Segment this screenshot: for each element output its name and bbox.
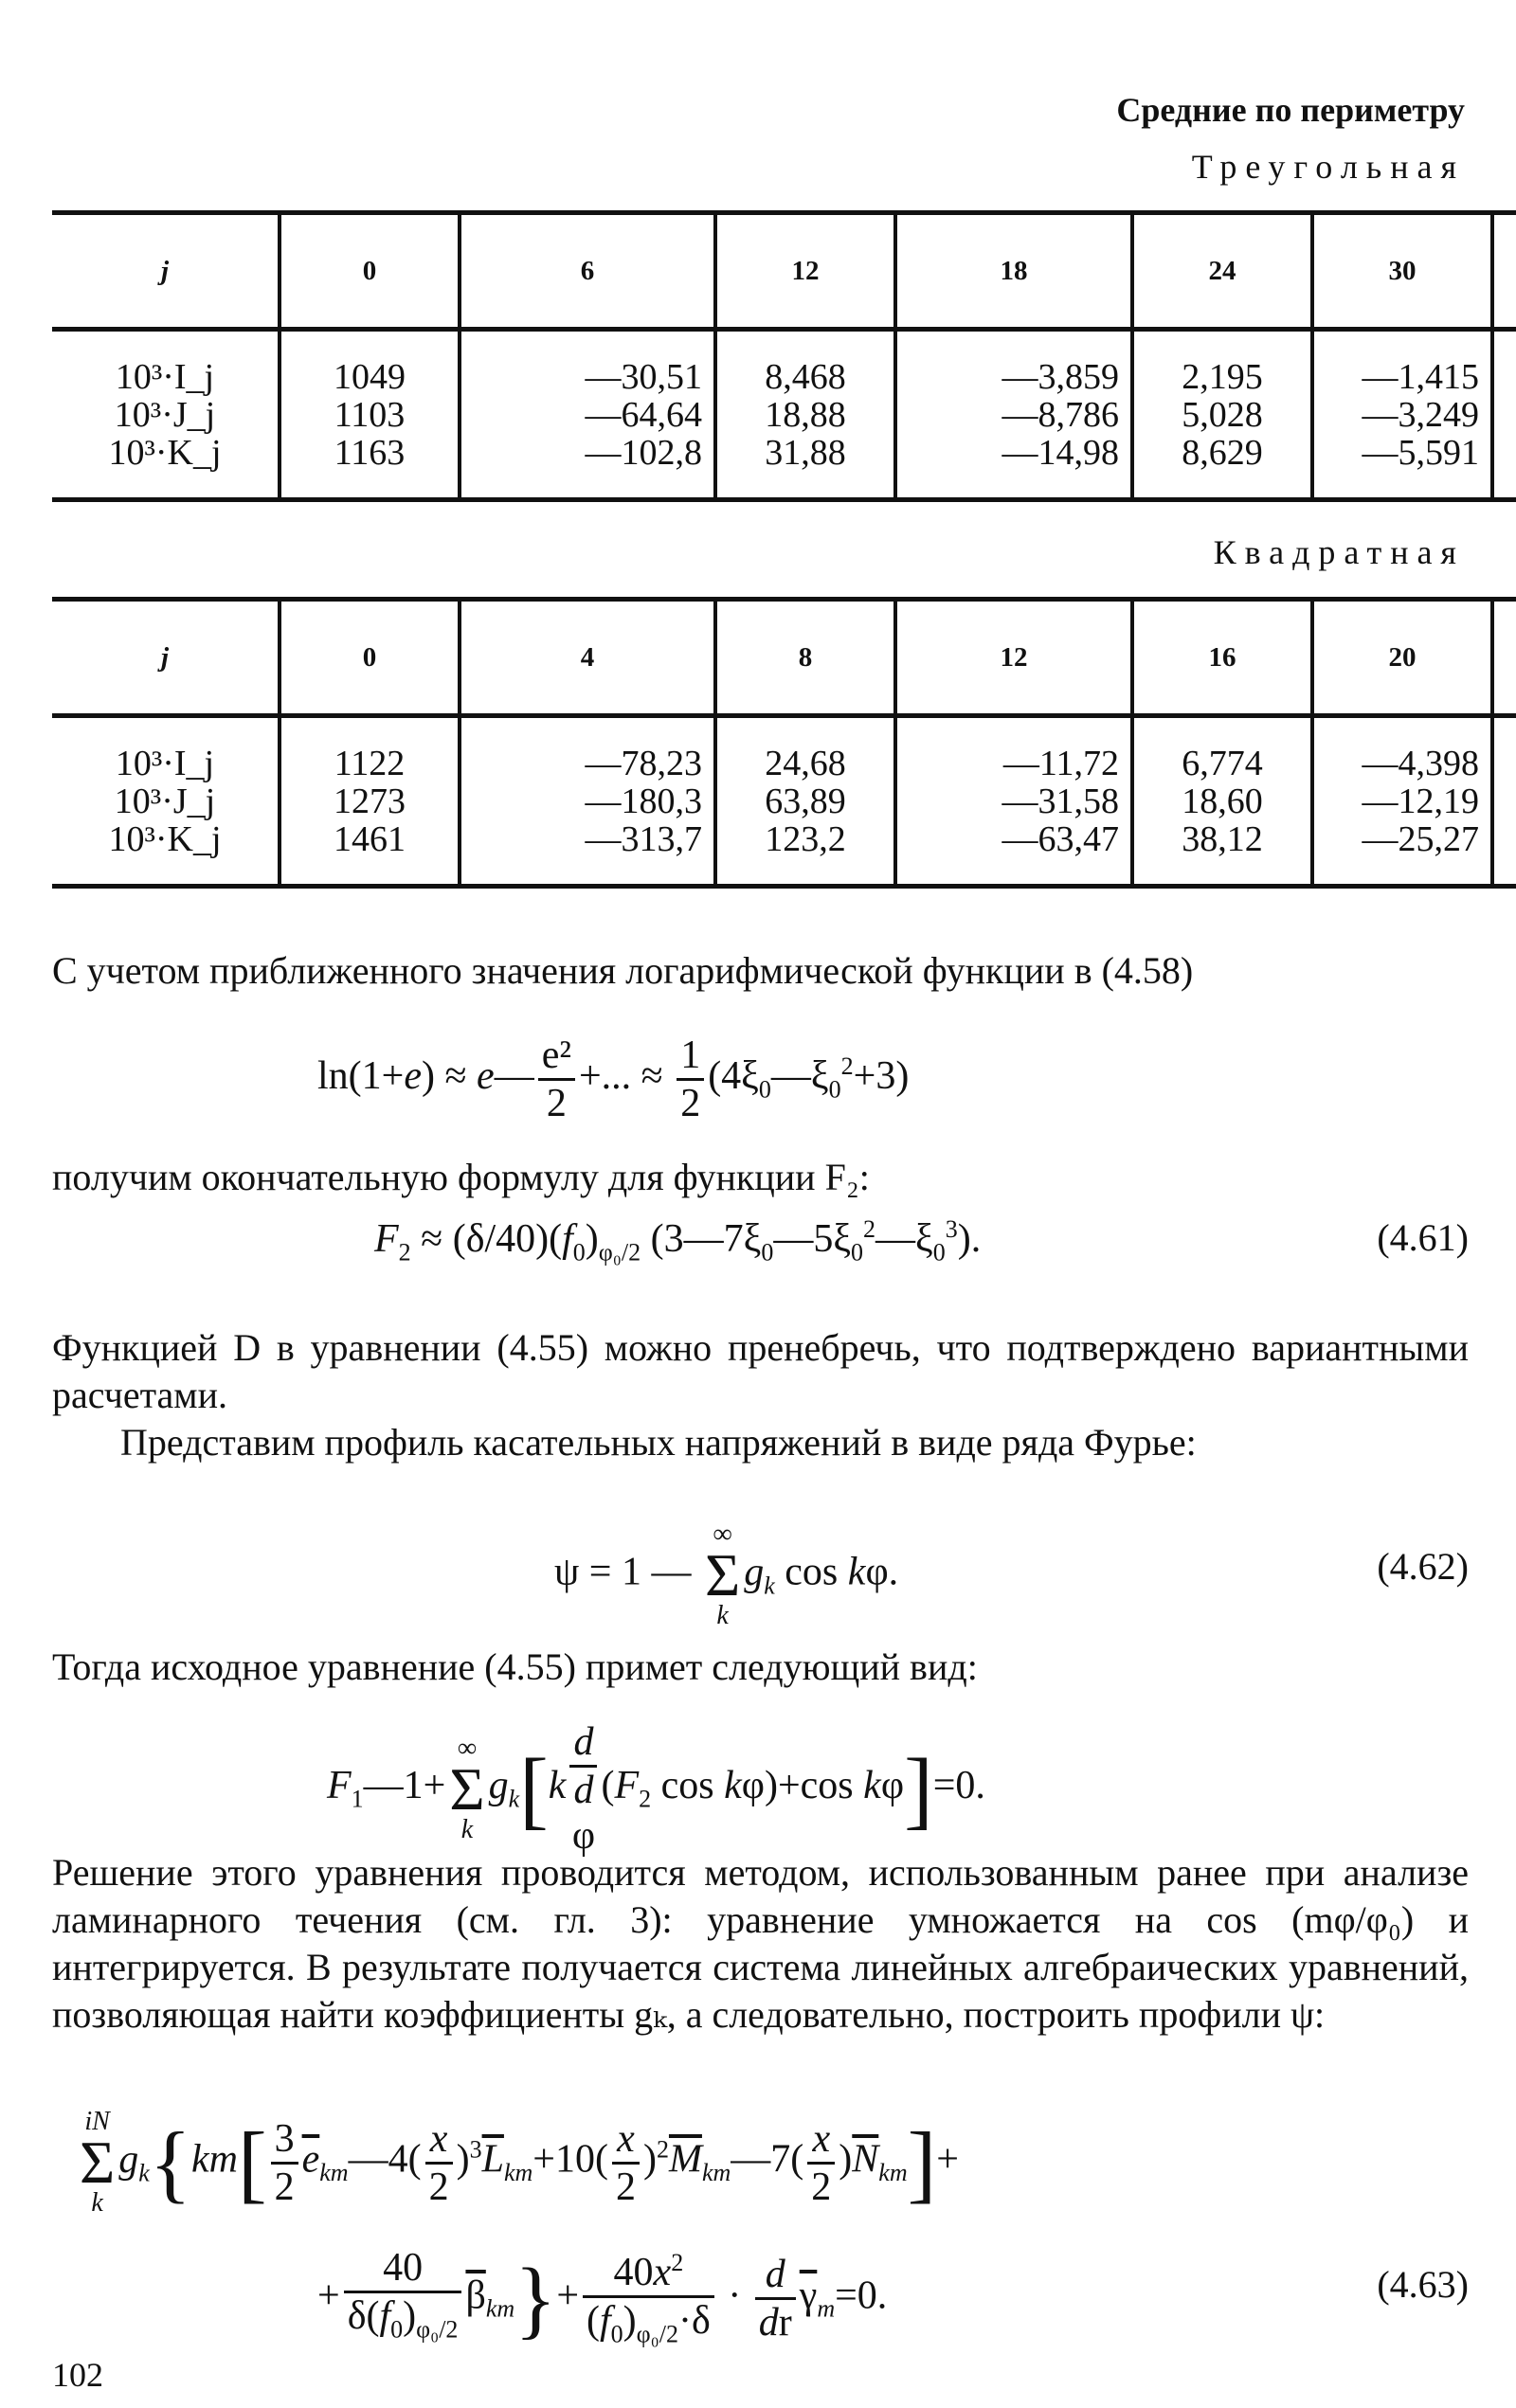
table-cell <box>280 330 460 500</box>
cell-value: —102,8 <box>585 432 702 473</box>
column-header: 18 <box>895 213 1132 330</box>
column-header: 0 <box>280 213 460 330</box>
running-header: Средние по периметру <box>1116 91 1465 129</box>
equation-expanded: $F_1—1+$ ∞ Σ k $g_k[k$ d d $\varphi(F_2$ cos kφ)+cos kφ]=0. <box>327 1720 985 1858</box>
fraction-denominator: 2 <box>546 1082 567 1125</box>
cell-value: —1,415 <box>1362 356 1479 397</box>
equation-number: (4.63) <box>1377 2263 1469 2306</box>
cell-value: 2,195 <box>1182 356 1263 397</box>
row-labels <box>52 716 280 887</box>
table-triangular <box>52 210 1516 502</box>
table-row <box>52 330 1516 500</box>
table-cell <box>895 330 1132 500</box>
cell-value: 31,88 <box>765 432 846 473</box>
column-spacer <box>1492 716 1516 887</box>
column-header: j <box>160 641 170 673</box>
table-square <box>52 597 1516 889</box>
cell-value: 1461 <box>334 818 406 859</box>
cell-value: —313,7 <box>585 818 702 859</box>
paragraph: Функцией D в уравнении (4.55) можно пренебречь, что подтверждено вариантными расчетами. <box>52 1326 1469 1416</box>
table-cell <box>280 716 460 887</box>
cell-value: —11,72 <box>1002 743 1119 783</box>
section-title-triangular: Треугольная <box>1191 148 1465 186</box>
cell-value: 8,629 <box>1182 432 1263 473</box>
cell-value: 1103 <box>334 394 406 435</box>
cell-value: 1273 <box>334 781 406 821</box>
cell-value: 18,60 <box>1182 781 1263 821</box>
equation-4-63-line1: iN Σ k $g_k\{km$[ $\frac{3}{2}$ $\overline{e}_{km}—4$( $\frac{x}{2}$ )$^3\overline{L}_{km}+10$( $\frac{x}{2}$ )$^2\overline{M}_{km}—7$( $\frac{x}{2}$ )$\overline{N}_{km}]+$ <box>80 2107 959 2218</box>
cell-value: —14,98 <box>1002 432 1119 473</box>
row-labels <box>52 330 280 500</box>
row-label: 10³·J_j <box>114 394 216 435</box>
column-header: j <box>160 255 170 286</box>
column-header: 12 <box>895 600 1132 716</box>
cell-value: 24,68 <box>765 743 846 783</box>
equation-number: (4.62) <box>1377 1545 1469 1588</box>
cell-value: 18,88 <box>765 394 846 435</box>
cell-value: —3,859 <box>1002 356 1119 397</box>
table-cell <box>715 330 895 500</box>
column-header: 24 <box>1132 213 1312 330</box>
paragraph: С учетом приближенного значения логарифмической функции в (4.58) <box>52 949 1194 992</box>
cell-value: —30,51 <box>585 356 702 397</box>
column-header: 6 <box>460 213 715 330</box>
cell-value: —12,19 <box>1362 781 1479 821</box>
cell-value: —78,23 <box>585 743 702 783</box>
cell-value: —180,3 <box>585 781 702 821</box>
table-cell <box>895 716 1132 887</box>
column-header: 30 <box>1312 213 1492 330</box>
column-header: 12 <box>715 213 895 330</box>
column-header: 8 <box>715 600 895 716</box>
fraction-numerator: e² <box>538 1033 575 1081</box>
cell-value: 123,2 <box>765 818 846 859</box>
table-cell <box>1312 330 1492 500</box>
table-cell <box>715 716 895 887</box>
cell-value: 38,12 <box>1182 818 1263 859</box>
column-header: 4 <box>460 600 715 716</box>
column-header: 0 <box>280 600 460 716</box>
equation-4-61: $F_2 \approx (\delta/40)(f_0)_{\varphi_0/2}$ $(3—7\xi_0—5\xi_0^2—\xi_0^3)$. <box>374 1215 982 1267</box>
column-header: 20 <box>1312 600 1492 716</box>
cell-value: 6,774 <box>1182 743 1263 783</box>
table-cell <box>460 716 715 887</box>
table-cell <box>1132 330 1312 500</box>
column-spacer <box>1492 330 1516 500</box>
section-title-square: Квадратная <box>1213 533 1465 571</box>
cell-value: 63,89 <box>765 781 846 821</box>
table-cell <box>1132 716 1312 887</box>
cell-value: —3,249 <box>1362 394 1479 435</box>
cell-value: —8,786 <box>1002 394 1119 435</box>
equation-4-62: ψ = 1 — ∞ Σ k $g_k$ cos kφ. <box>554 1519 899 1630</box>
page-number: 102 <box>52 2356 103 2394</box>
row-label: 10³·K_j <box>108 818 222 859</box>
cell-value: 1122 <box>334 743 406 783</box>
fraction-numerator: 1 <box>677 1033 704 1081</box>
equation-number: (4.61) <box>1377 1216 1469 1259</box>
row-label: 10³·J_j <box>114 781 216 821</box>
cell-value: 1163 <box>334 432 406 473</box>
cell-value: —25,27 <box>1362 818 1479 859</box>
paragraph: Тогда исходное уравнение (4.55) примет следующий вид: <box>52 1645 978 1688</box>
row-label: 10³·I_j <box>115 743 215 783</box>
cell-value: —4,398 <box>1362 743 1479 783</box>
table-row <box>52 716 1516 887</box>
column-spacer <box>1492 600 1516 716</box>
table-header-row <box>52 600 1516 716</box>
table-header-row <box>52 213 1516 330</box>
column-header: 16 <box>1132 600 1312 716</box>
row-label: 10³·K_j <box>108 432 222 473</box>
paragraph: получим окончательную формулу для функции F₂: <box>52 1156 870 1198</box>
equation-4-63-line2: + $\frac{40}{\delta(f_0)_{\varphi_0/2}}$ $\overline{\beta}_{km}\}+$ $\frac{40x^2}{(f_0)_{\varphi_0/2}\cdot\delta}$ · $\frac{d}{dr}$ $\overline{\gamma}_m=0$. <box>317 2240 887 2357</box>
column-spacer <box>1492 213 1516 330</box>
cell-value: 8,468 <box>765 356 846 397</box>
table-cell <box>460 330 715 500</box>
row-label: 10³·I_j <box>115 356 215 397</box>
table-cell <box>1312 716 1492 887</box>
equation-log: ln(1+e) ≈ e— $\frac{\text{e²}}{2}$ +... ≈ $\frac{1}{2}$ $(4\xi_0—\xi_0^2+3)$ <box>317 1033 910 1125</box>
cell-value: —5,591 <box>1362 432 1479 473</box>
paragraph: Представим профиль касательных напряжений в виде ряда Фурье: <box>120 1421 1197 1464</box>
cell-value: —31,58 <box>1002 781 1119 821</box>
fraction-denominator: 2 <box>680 1082 701 1125</box>
cell-value: —63,47 <box>1002 818 1119 859</box>
cell-value: 5,028 <box>1182 394 1263 435</box>
cell-value: —64,64 <box>585 394 702 435</box>
paragraph: Решение этого уравнения проводится методом, использованным ранее при анализе ламинарного течения (см. гл. 3): уравнение умножается на cos (mφ/φ₀) и интегрируется. В результате получается система линейных алгебраических уравнений, позволяющая найти коэффициенты gₖ, а следовательно, построить профили ψ: <box>52 1851 1469 2036</box>
cell-value: 1049 <box>334 356 406 397</box>
